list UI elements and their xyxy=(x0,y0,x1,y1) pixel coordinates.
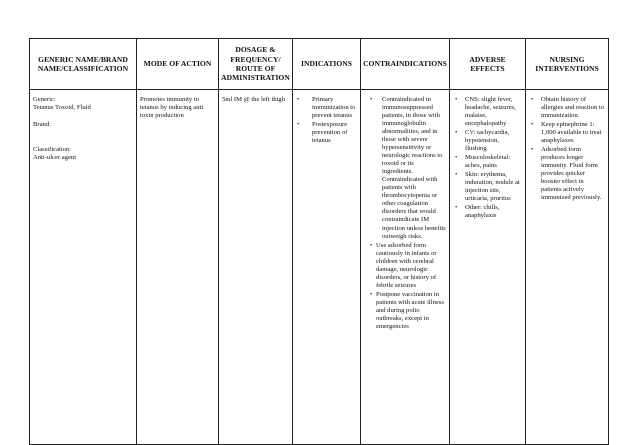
cell-nursing-interventions xyxy=(526,90,609,445)
cell-contraindications xyxy=(361,90,450,445)
nursing-interventions-list xyxy=(529,96,605,202)
adverse-effects-list xyxy=(453,96,522,220)
indications-list xyxy=(296,96,357,145)
classification-value: Anti-ulcer agent xyxy=(33,154,77,162)
header-generic-name: GENERIC NAME/BRAND NAME/CLASSIFICATION xyxy=(30,39,137,90)
list-item: • Keep epinephrine 1: 1,000 available to treat anaphylaxes xyxy=(529,121,605,145)
cell-dosage xyxy=(219,90,293,445)
list-item: • Other: chills, anaphylaxis xyxy=(453,204,522,220)
dosage-text: 5ml IM @ the left thigh xyxy=(222,96,286,103)
list-item: • Postpone vaccination in patients with acute illness and during polio outbreaks, except in emergencies xyxy=(364,291,446,331)
contraindications-list xyxy=(364,96,446,331)
header-contraindications: CONTRAINDICATIONS xyxy=(361,39,450,90)
drug-study-table xyxy=(29,38,609,445)
header-nursing-interventions: NURSING INTERVENTIONS xyxy=(526,39,609,90)
drug-row xyxy=(30,90,609,445)
cell-mode-of-action xyxy=(137,90,219,445)
classification-label: Classification: xyxy=(33,146,72,154)
header-indications: INDICATIONS xyxy=(293,39,361,90)
list-item: • Contraindicated in immunosuppressed patients, in those with immunoglobulin abnormalities, and in those with severe hypersensitivity or neurologic reactions to toxoid or its ingredients. Contraindicated with patients with thrombocytopenia or other coagulation disorders that would contraindicate IM injection unless benefits outweigh risks. xyxy=(364,96,446,241)
header-mode-of-action: MODE OF ACTION xyxy=(137,39,219,90)
list-item: • Use adsorbed form cautiously in infants or children with cerebral damage, neurologic disorders, or history of febrile seizures xyxy=(364,242,446,290)
list-item: • Adsorbed form produces longer immunity. Fluid form provides quicker booster effect in patients actively immunized previously. xyxy=(529,146,605,202)
header-adverse-effects: ADVERSE EFFECTS xyxy=(450,39,526,90)
generic-value: Tetanus Toxoid, Fluid xyxy=(33,104,91,112)
brand-label: Brand: xyxy=(33,121,51,129)
list-item: • CNS: slight fever, headache, seizures, malaise, encephalopathy xyxy=(453,96,522,128)
mode-of-action-text: Promotes immunity to tetanus by inducing anti toxin production xyxy=(140,96,204,120)
list-item: • Primary immunization to prevent tetanus xyxy=(296,96,357,120)
list-item: • Obtain history of allergies and reaction to immunization. xyxy=(529,96,605,120)
header-dosage: DOSAGE & FREQUENCY/ ROUTE OF ADMINISTRATION xyxy=(219,39,293,90)
cell-indications xyxy=(293,90,361,445)
list-item: • CV: tachycardia, hypotension, flushing xyxy=(453,129,522,153)
generic-label: Generic: xyxy=(33,96,56,103)
list-item: • Postexposure prevention of tetanus xyxy=(296,121,357,145)
list-item: • Musculoskeletal: aches, pains xyxy=(453,154,522,170)
header-row xyxy=(30,39,609,90)
cell-generic-name xyxy=(30,90,137,445)
cell-adverse-effects xyxy=(450,90,526,445)
list-item: • Skin: erythema, induration, nodule at injection site, urticaria, pruritus xyxy=(453,171,522,203)
